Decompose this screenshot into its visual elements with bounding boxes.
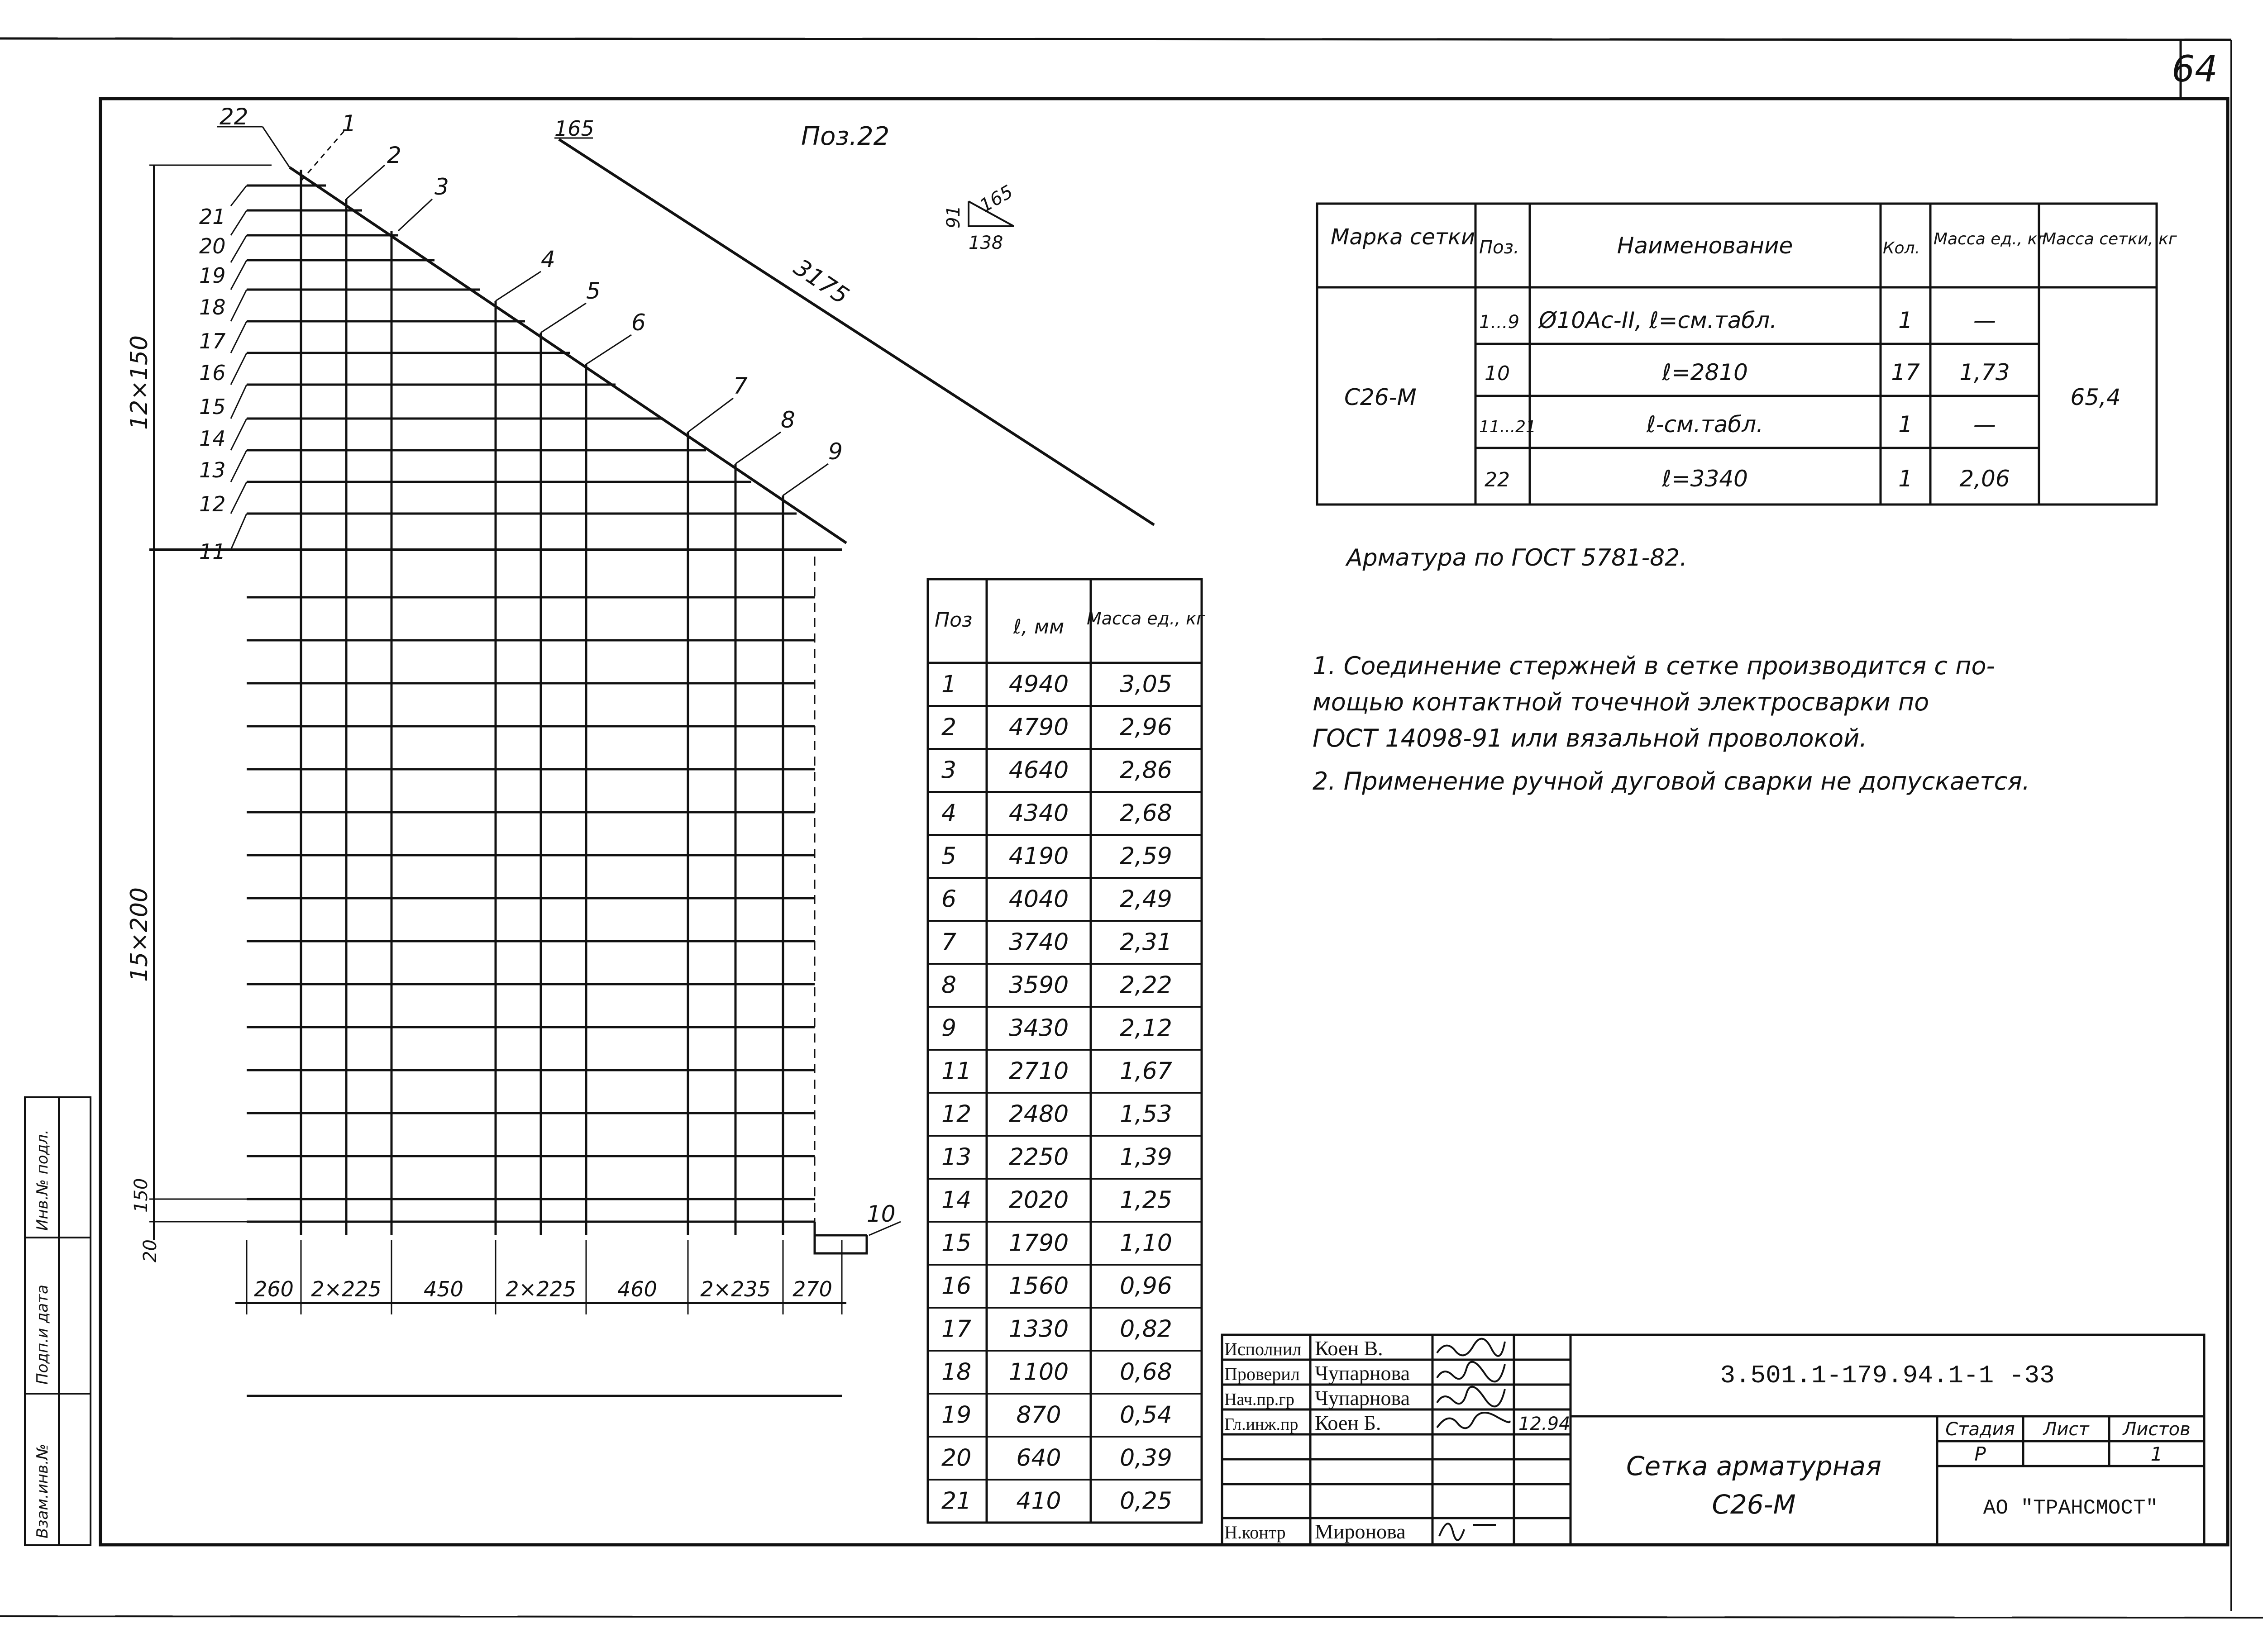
length-row-mass: 2,12 [1120,1014,1172,1042]
length-row-pos: 13 [941,1143,972,1171]
length-row-len: 2020 [1008,1186,1069,1214]
spec-table-text [1331,224,2177,492]
length-row-len: 3740 [1008,928,1069,956]
hdim-1: 260 [254,1277,294,1301]
spec-row3-qty: 1 [1898,411,1913,438]
length-row-mass: 1,25 [1120,1186,1172,1214]
length-row-pos: 4 [941,800,957,827]
pos-label-19: 19 [199,263,226,288]
hdim-6: 2×235 [700,1277,771,1301]
pos-label-3: 3 [434,174,449,200]
length-row-pos: 2 [941,714,957,741]
length-row-mass: 2,96 [1120,714,1172,741]
pos-label-16: 16 [199,361,226,385]
length-row-len: 2710 [1008,1057,1069,1085]
pos-label-11: 11 [199,539,226,564]
spec-row2-pos: 10 [1485,362,1510,385]
role-executed: Исполнил [1224,1339,1302,1359]
side-stamp-text-1: Взам.инв.№ [33,1443,52,1538]
top-position-labels [220,104,843,465]
name-group-head: Чупарнова [1315,1386,1410,1409]
length-row-len: 1790 [1008,1229,1069,1257]
length-row-len: 1560 [1008,1272,1069,1300]
spec-row3-pos: 11...21 [1479,418,1536,436]
name-chief-eng: Коен Б. [1315,1411,1381,1434]
pos-label-7: 7 [733,373,748,399]
length-row-len: 3590 [1008,971,1069,999]
length-row-len: 3430 [1008,1014,1069,1042]
drawing-title-1: Сетка арматурная [1626,1451,1881,1481]
sheets-value: 1 [2150,1443,2163,1465]
length-row-mass: 2,31 [1120,928,1172,956]
side-stamp-text-2: Подп.и дата [33,1285,52,1385]
name-checked: Чупарнова [1315,1362,1410,1385]
note-line-1: 1. Соединение стержней в сетке производится с по- [1313,652,1996,680]
spec-row1-name: Ø10Aс-II, ℓ=см.табл. [1539,307,1777,333]
pos22-title: Поз.22 [801,122,890,151]
pos-label-18: 18 [199,295,226,319]
spec-total-mass: 65,4 [2070,384,2121,410]
length-row-pos: 17 [941,1315,972,1343]
pos-label-2: 2 [387,142,401,168]
drawing-code: 3.501.1-179.94.1-1 -33 [1720,1361,2055,1390]
length-row-len: 640 [1016,1444,1061,1472]
drawing-title-2: С26-М [1712,1489,1796,1520]
length-row-mass: 0,25 [1120,1487,1172,1515]
title-block-names [1315,1337,1410,1543]
pos-label-17: 17 [199,329,226,353]
length-row-pos: 15 [941,1229,972,1257]
length-row-pos: 6 [941,886,957,913]
pos-label-21: 21 [199,205,226,229]
spec-row4-mass: 2,06 [1959,466,2010,492]
length-row-pos: 9 [941,1014,957,1042]
pos22-main-length: 3175 [788,254,854,310]
bend-dim-b: 165 [976,181,1017,217]
pos-label-9: 9 [828,438,843,465]
role-checked: Проверил [1224,1364,1300,1384]
dim-12x150: 12×150 [126,335,153,430]
spec-row4-pos: 22 [1485,468,1510,491]
length-row-mass: 1,67 [1120,1057,1172,1085]
dim-150: 150 [131,1178,152,1213]
length-row-len: 4340 [1008,800,1069,827]
pos-label-14: 14 [199,426,226,451]
hdim-4: 2×225 [506,1277,576,1301]
page-number: 64 [2172,48,2218,90]
length-row-mass: 2,86 [1120,757,1172,784]
length-row-mass: 1,39 [1120,1143,1172,1171]
spec-mark: С26-М [1344,384,1417,410]
pos-label-12: 12 [199,492,226,516]
spec-row2-name: ℓ=2810 [1662,359,1748,386]
length-header-mass: Масса ед., кг [1086,609,1206,628]
sloped-rebar-22 [290,167,846,543]
pos-label-10: 10 [867,1201,896,1227]
spec-row2-mass: 1,73 [1959,359,2010,386]
length-row-mass: 2,22 [1120,971,1172,999]
length-table-headers [935,609,1206,638]
length-table-rows [928,671,1202,1515]
length-row-pos: 7 [941,928,957,956]
pos-label-20: 20 [199,234,226,258]
length-row-len: 4190 [1008,843,1069,870]
armature-note: Арматура по ГОСТ 5781-82. [1346,544,1687,571]
length-row-mass: 2,68 [1120,800,1172,827]
length-row-pos: 21 [941,1487,972,1515]
length-row-len: 4640 [1008,757,1069,784]
side-stamp-text-3: Инв.№ подл. [33,1129,52,1231]
spec-row1-qty: 1 [1898,307,1913,333]
spec-row2-qty: 17 [1891,359,1920,386]
length-row-mass: 2,59 [1120,843,1172,870]
spec-header-mass-total: Масса сетки, кг [2042,230,2177,248]
pos-label-5: 5 [586,278,601,304]
length-header-len: ℓ, мм [1013,615,1065,638]
hdim-7: 270 [793,1277,832,1301]
note-line-4: 2. Применение ручной дуговой сварки не допускается. [1313,767,2030,795]
spec-row3-name: ℓ-см.табл. [1646,411,1764,438]
hdim-5: 460 [617,1277,657,1301]
title-block-roles [1224,1339,1301,1543]
left-position-labels [199,205,226,564]
length-row-pos: 11 [941,1057,972,1085]
length-row-pos: 20 [941,1444,972,1472]
pos-label-15: 15 [199,395,226,419]
spec-header-pos: Поз. [1479,237,1519,258]
length-row-mass: 0,54 [1120,1401,1172,1429]
role-chief-eng: Гл.инж.пр [1224,1415,1299,1434]
role-norm-control: Н.контр [1224,1522,1286,1543]
length-row-len: 410 [1016,1487,1061,1515]
signatures [1437,1339,1510,1540]
pos-label-1: 1 [342,110,356,137]
length-row-pos: 14 [941,1186,972,1214]
length-row-len: 4790 [1008,714,1069,741]
pos22-top-length: 165 [554,116,594,141]
length-row-pos: 18 [941,1358,972,1386]
length-row-len: 4040 [1008,886,1069,913]
length-row-mass: 3,05 [1120,671,1172,698]
length-row-pos: 1 [941,671,957,698]
length-row-mass: 0,68 [1120,1358,1172,1386]
note-line-3: ГОСТ 14098-91 или вязальной проволокой. [1313,724,1867,752]
name-executed: Коен В. [1315,1337,1383,1360]
dim-15x200: 15×200 [126,887,153,982]
length-row-len: 870 [1016,1401,1061,1429]
spec-header-mass-unit: Масса ед., кг [1934,230,2046,248]
name-norm-control: Миронова [1315,1520,1406,1543]
stage-label: Стадия [1945,1419,2015,1440]
sheets-label: Листов [2123,1419,2191,1440]
pos-label-4: 4 [541,246,555,272]
spec-row4-name: ℓ=3340 [1662,466,1748,492]
length-row-mass: 1,53 [1120,1100,1172,1128]
length-row-len: 2250 [1008,1143,1069,1171]
bend-dim-c: 138 [969,233,1003,253]
role-group-head: Нач.пр.гр [1224,1390,1294,1409]
sheet-label: Лист [2043,1419,2089,1440]
length-row-pos: 16 [941,1272,972,1300]
length-row-pos: 12 [941,1100,972,1128]
pos-label-22: 22 [220,104,248,130]
length-row-len: 4940 [1008,671,1069,698]
spec-row4-qty: 1 [1898,466,1913,492]
spec-row1-mass: — [1973,307,1996,333]
length-row-mass: 1,10 [1120,1229,1172,1257]
organization: АО "ТРАНСМОСТ" [1983,1496,2158,1520]
general-notes [1313,652,2030,795]
hdim-3: 450 [424,1277,463,1301]
spec-header-qty: Кол. [1883,239,1920,257]
length-row-mass: 2,49 [1120,886,1172,913]
pos-label-13: 13 [199,458,226,482]
length-row-pos: 19 [941,1401,972,1429]
hdim-2: 2×225 [311,1277,382,1301]
length-header-pos: Поз [935,609,973,632]
sign-date: 12.94 [1518,1414,1571,1434]
length-row-mass: 0,96 [1120,1272,1172,1300]
bend-dim-a: 91 [943,205,964,229]
horizontal-dimensions [254,1277,832,1301]
length-row-mass: 0,82 [1120,1315,1172,1343]
spec-row1-pos: 1...9 [1479,312,1520,333]
pos-label-8: 8 [781,407,795,433]
pos-label-6: 6 [631,309,646,336]
length-row-pos: 8 [941,971,957,999]
length-row-pos: 5 [941,843,957,870]
length-row-len: 2480 [1008,1100,1069,1128]
rebar-mesh-drawing [149,127,1154,1396]
spec-header-mark: Марка сетки [1331,224,1475,250]
length-row-len: 1330 [1008,1315,1069,1343]
length-row-pos: 3 [941,757,957,784]
length-row-len: 1100 [1008,1358,1069,1386]
spec-header-name: Наименование [1617,233,1793,259]
dim-20: 20 [140,1239,161,1262]
stage-value: Р [1974,1443,1986,1465]
note-line-2: мощью контактной точечной электросварки по [1313,688,1929,716]
spec-row3-mass: — [1973,411,1996,438]
length-row-mass: 0,39 [1120,1444,1172,1472]
